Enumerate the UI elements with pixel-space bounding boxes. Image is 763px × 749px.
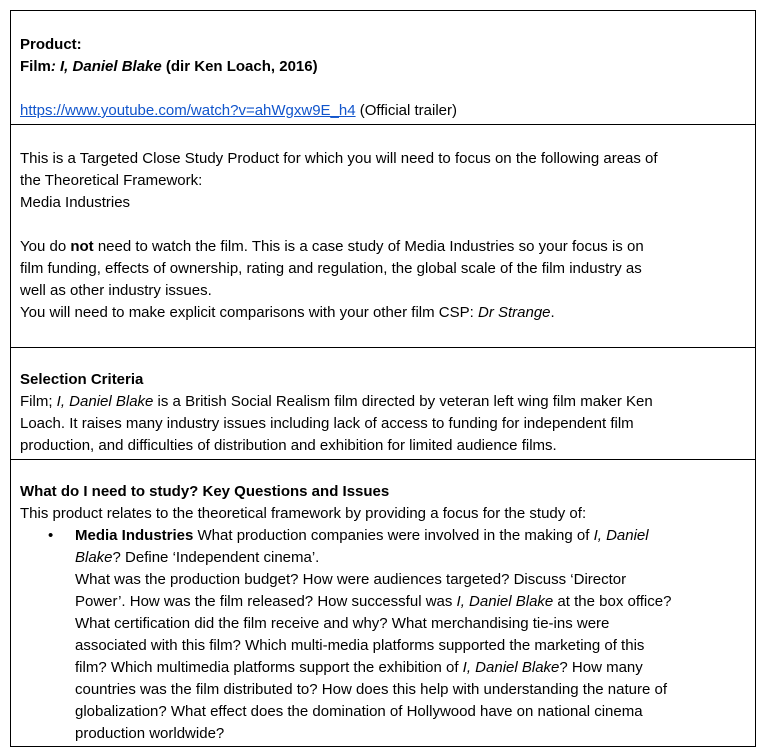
intro-p3-film: Dr Strange (477, 304, 551, 321)
film-line (20, 56, 749, 78)
bullet-line-8: countries was the film distributed to? How does this help with understanding the nature of (75, 681, 668, 698)
study-heading: What do I need to study? Key Questions and Issues (20, 483, 390, 500)
intro-p3-line (20, 302, 749, 324)
selection-line-2: Loach. It raises many industry issues including lack of access to funding for independent film (20, 415, 634, 432)
bullet-line-5: What certification did the film receive and why? What merchandising tie-ins were (75, 615, 610, 632)
bullet-heading: Media Industries (75, 527, 194, 544)
intro-p2-line-1 (20, 236, 749, 258)
bullet-line-4 (75, 591, 749, 613)
bullet-l4-film: I, Daniel Blake (456, 593, 554, 610)
bullet-l1-film: I, Daniel (593, 527, 649, 544)
film-label: Film (20, 58, 51, 75)
selection-l1-a: Film; (20, 393, 57, 410)
bullet-l1-a: What production companies were involved in the making of (193, 527, 594, 544)
bullet-line-10: production worldwide? (75, 725, 225, 742)
bullet-l2-film: Blake (75, 549, 113, 566)
film-title: I, Daniel Blake (60, 58, 162, 75)
intro-p2-line-3: well as other industry issues. (20, 282, 212, 299)
selection-l1-b: is a British Social Realism film directed by veteran left wing film maker Ken (153, 393, 653, 410)
trailer-line (20, 100, 749, 122)
intro-cell (11, 125, 755, 348)
intro-p2-text-a: You do (20, 238, 71, 255)
intro-line-3: Media Industries (20, 194, 131, 211)
film-credit: (dir Ken Loach, 2016) (161, 58, 318, 75)
intro-p3-text-b: . (550, 304, 555, 321)
bullet-line-1 (75, 525, 749, 547)
bullet-l2-b: ? Define ‘Independent cinema’. (112, 549, 320, 566)
bullet-line-6: associated with this film? Which multi-media platforms supported the marketing of this (75, 637, 645, 654)
selection-cell (11, 348, 755, 460)
intro-line-1: This is a Targeted Close Study Product for which you will need to focus on the following areas of (20, 150, 658, 167)
intro-p2-text-b: need to watch the film. This is a case study of Media Industries so your focus is on (93, 238, 644, 255)
product-cell (11, 11, 755, 125)
product-heading: Product: (20, 36, 82, 53)
study-intro: This product relates to the theoretical framework by providing a focus for the study of: (20, 505, 587, 522)
selection-heading: Selection Criteria (20, 371, 144, 388)
bullet-line-3: What was the production budget? How were audiences targeted? Discuss ‘Director (75, 571, 627, 588)
study-cell (11, 460, 755, 746)
trailer-link[interactable]: https://www.youtube.com/watch?v=ahWgxw9E_h4 (20, 102, 356, 119)
bullet-l7-film: I, Daniel Blake (462, 659, 560, 676)
bullet-l7-b: ? How many (559, 659, 643, 676)
intro-p2-line-2: film funding, effects of ownership, rating and regulation, the global scale of the film industry as (20, 260, 642, 277)
intro-p3-text-a: You will need to make explicit comparisons with your other film CSP: (20, 304, 478, 321)
intro-p2-bold: not (70, 238, 94, 255)
trailer-note: (Official trailer) (355, 102, 457, 119)
bullet-dot: • (48, 527, 54, 544)
selection-line-1 (20, 391, 749, 413)
bullet-l7-a: film? Which multimedia platforms support the exhibition of (75, 659, 463, 676)
bullet-line-2 (75, 547, 749, 569)
selection-l1-film: I, Daniel Blake (56, 393, 154, 410)
study-guide-table (10, 10, 756, 747)
bullet-media-industries (20, 525, 749, 745)
film-separator: : (50, 58, 61, 75)
bullet-line-7 (75, 657, 749, 679)
bullet-line-9: globalization? What effect does the domination of Hollywood have on national cinema (75, 703, 643, 720)
intro-line-2: the Theoretical Framework: (20, 172, 203, 189)
selection-line-3: production, and difficulties of distribution and exhibition for limited audience films. (20, 437, 557, 454)
bullet-l4-b: at the box office? (553, 593, 672, 610)
bullet-l4-a: Power’. How was the film released? How successful was (75, 593, 457, 610)
